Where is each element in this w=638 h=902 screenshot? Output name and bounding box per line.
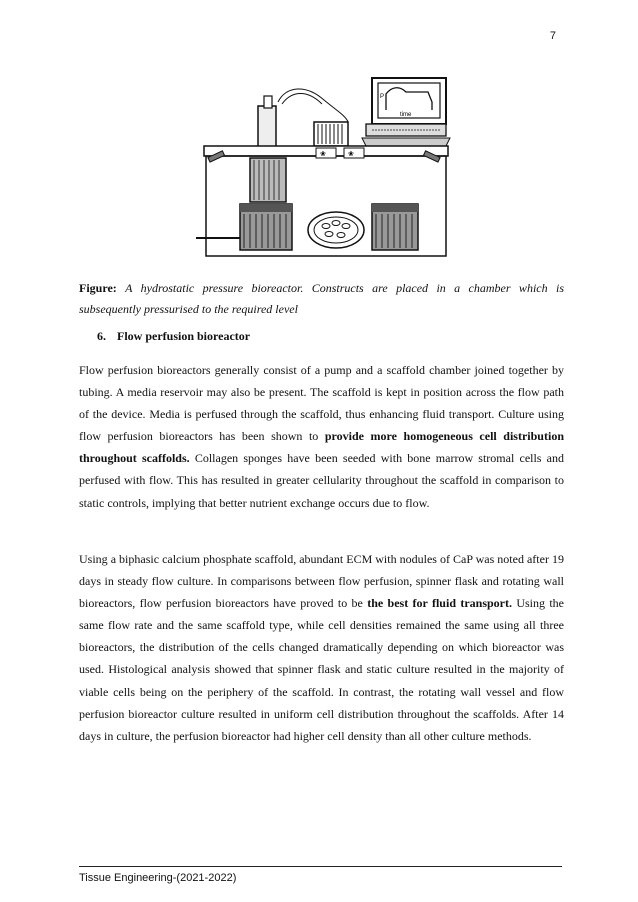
paragraph-1 (79, 359, 564, 514)
paragraph-1-emphasis: provide more homogeneous cell distribution throughout scaffolds. (79, 429, 564, 466)
section-number: 6. (97, 329, 106, 343)
figure-caption-label: Figure: (79, 281, 117, 295)
figure-caption-text: A hydrostatic pressure bioreactor. Constructs are placed in a chamber which is subsequently pressurised to the required level (79, 281, 564, 316)
svg-text:❀: ❀ (320, 150, 326, 158)
graph-axis-p-label: P (380, 94, 385, 100)
footer-text: Tissue Engineering-(2021-2022) (79, 872, 237, 884)
footer-divider (79, 866, 562, 867)
bioreactor-figure (196, 76, 452, 260)
keyboard (362, 138, 450, 146)
paragraph-1-text-b: Collagen sponges have been seeded with bone marrow stromal cells and perfused with flow. This has resulted in greater cellularity throughout the scaffold in comparison to static controls, implying that better nutrient exchange occurs due to flow. (79, 451, 564, 510)
paragraph-2 (79, 548, 564, 747)
section-title: Flow perfusion bioreactor (117, 329, 251, 343)
paragraph-2-text-b: Using the same flow rate and the same scaffold type, while cell densities remained the same using all three bioreactors, the distribution of the cells changed dramatically depending on which bioreactor was used. Histological analysis showed that spinner flask and static culture resulted in the majority of viable cells being on the periphery of the scaffold. In contrast, the rotating wall vessel and flow perfusion bioreactor culture resulted in uniform cell distribution throughout the scaffolds. After 14 days in culture, the perfusion bioreactor had higher cell density than all other culture methods. (79, 596, 564, 743)
pump (314, 122, 348, 146)
page-number: 7 (549, 30, 556, 42)
section-heading (97, 329, 250, 344)
paragraph-1-text-a: Flow perfusion bioreactors generally consist of a pump and a scaffold chamber joined together by tubing. A media reservoir may also be present. The scaffold is kept in position across the flow path of the device. Media is perfused through the scaffold, thus enhancing fluid transport. Culture using flow perfusion bioreactors has been shown to (79, 363, 564, 444)
paragraph-2-emphasis: the best for fluid transport. (367, 596, 512, 611)
graph-axis-time-label: time (400, 112, 412, 118)
svg-text:❀: ❀ (348, 150, 354, 158)
pressure-chamber (250, 158, 286, 202)
paragraph-2-text-a: Using a biphasic calcium phosphate scaffold, abundant ECM with nodules of CaP was noted after 19 days in steady flow culture. In comparisons between flow perfusion, spinner flask and rotating wall bioreactors, flow perfusion bioreactors have proved to be (79, 552, 564, 611)
figure-caption (79, 278, 564, 320)
pressure-column (258, 106, 276, 148)
